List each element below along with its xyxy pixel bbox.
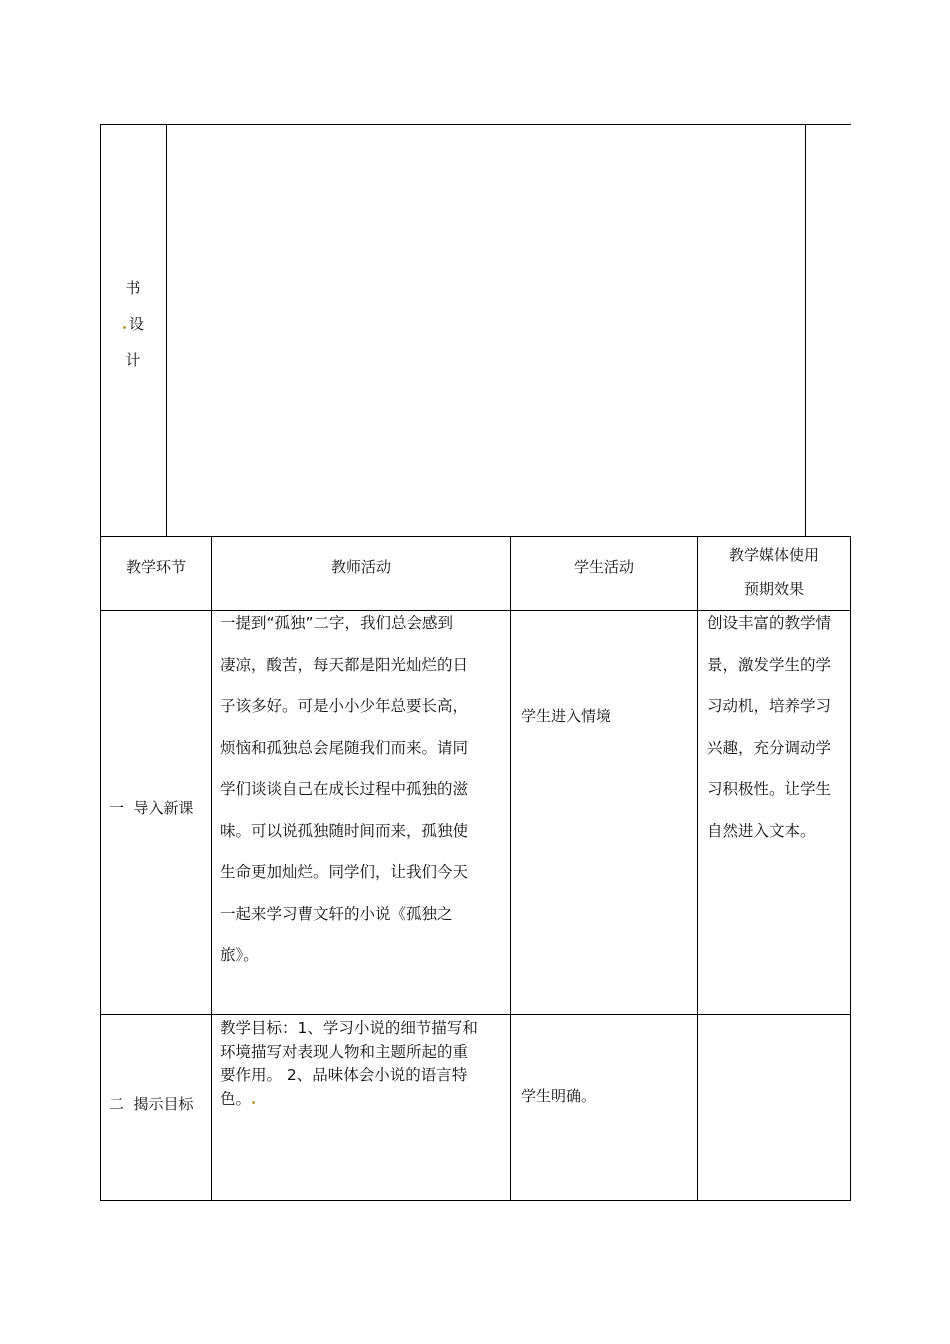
row2-teacher-line: 色。 (220, 1088, 478, 1112)
board-design-char-2: 设 (101, 306, 165, 342)
row1-teacher-line: 烦恼和孤独总会尾随我们而来。请同 (220, 738, 469, 757)
header-teacher-activity: 教师活动 (330, 558, 391, 576)
row1-teacher-line: 味。可以说孤独随时间而来，孤独使 (220, 821, 469, 840)
stray-mark (252, 1101, 255, 1104)
header-media-line1: 教学媒体使用 (728, 546, 819, 564)
board-design-char-3: 计 (125, 351, 141, 369)
row1-media-effect (707, 603, 831, 852)
row1-teacher-line: 旅》。 (220, 946, 259, 964)
row1-teacher-line: 一提到“孤独”二字，我们总会感到 (220, 614, 454, 632)
row1-teacher-activity (220, 603, 468, 977)
row1-media-line: 习动机，培养学习 (707, 697, 832, 715)
row1-media-line: 景，激发学生的学 (707, 655, 832, 674)
table-col-divider-1 (211, 536, 212, 1201)
header-media-line2: 预期效果 (743, 580, 804, 598)
board-design-char-1: 书 (125, 279, 141, 297)
table-col-divider-3 (697, 536, 698, 1201)
row2-student-activity: 学生明确。 (521, 1087, 597, 1105)
row1-stage: 一 导入新课 (109, 799, 194, 817)
table-row1-bottom-border (100, 1014, 851, 1015)
table-right-border (850, 536, 851, 1201)
row2-teacher-activity (220, 1017, 478, 1111)
row1-media-line: 自然进入文本。 (707, 821, 816, 840)
row1-teacher-line: 子该多好。可是小小少年总要长高， (220, 697, 469, 715)
header-student-activity: 学生活动 (573, 558, 634, 576)
table-bottom-border (100, 1200, 851, 1201)
row2-teacher-line: 要作用。 2、品味体会小说的语言特 (220, 1066, 468, 1084)
top-box-label-divider (166, 124, 167, 536)
table-header-top-border (100, 536, 851, 537)
row1-teacher-line: 学们谈谈自己在成长过程中孤独的滋 (220, 780, 469, 798)
header-stage: 教学环节 (125, 558, 186, 576)
row1-teacher-line: 一起来学习曹文轩的小说《孤独之 (220, 904, 453, 923)
row1-teacher-line: 生命更加灿烂。同学们，让我们今天 (220, 863, 469, 881)
row1-media-line: 兴趣，充分调动学 (707, 738, 832, 757)
row1-student-activity: 学生进入情境 (521, 707, 612, 725)
row2-stage: 二 揭示目标 (109, 1095, 194, 1113)
row1-media-line: 创设丰富的教学情 (707, 614, 832, 632)
table-col-divider-2 (510, 536, 511, 1201)
header-media-effect (698, 538, 850, 606)
top-box-right-border (805, 124, 806, 536)
row2-teacher-line: 环境描写对表现人物和主题所起的重 (220, 1042, 469, 1061)
row1-teacher-line: 凄凉，酸苦，每天都是阳光灿烂的日 (220, 655, 469, 674)
row2-teacher-line: 教学目标：1、学习小说的细节描写和 (220, 1019, 478, 1037)
top-box-top-border (100, 124, 851, 125)
row1-media-line: 习积极性。让学生 (707, 780, 832, 798)
board-design-label (101, 270, 165, 378)
